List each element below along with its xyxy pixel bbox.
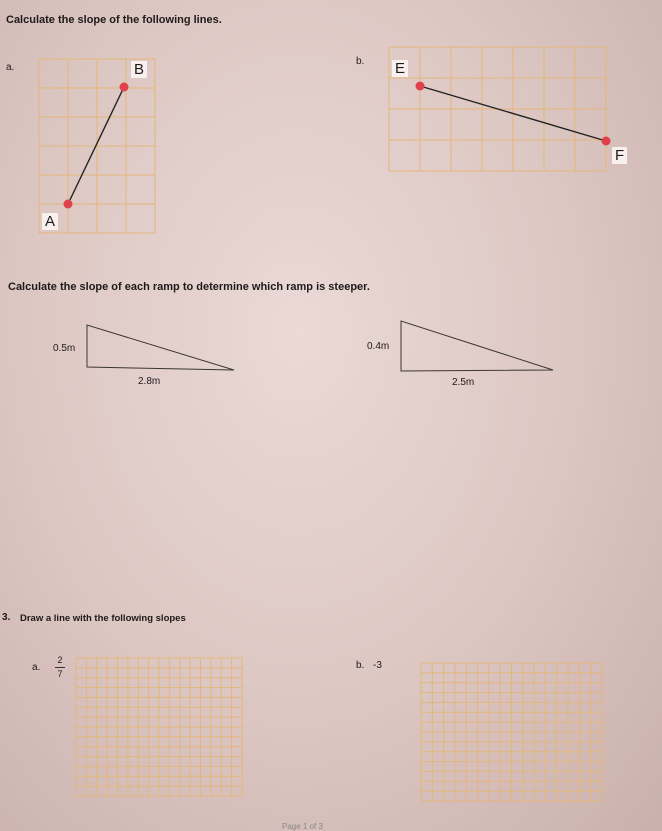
ramp1-height: 0.5m [53, 343, 76, 354]
point-f-label: F [612, 147, 627, 164]
point-e-label: E [392, 60, 408, 77]
page-footer: Page 1 of 3 [282, 822, 323, 831]
draw-b-label: b. [356, 660, 365, 671]
slope-numerator: 2 [57, 655, 63, 665]
slope-b-value: -3 [373, 660, 382, 671]
question-3-number: 3. [2, 612, 11, 623]
point-a-label: A [42, 213, 58, 230]
ramp2-length: 2.5m [452, 377, 475, 388]
problem-b-label: b. [356, 56, 365, 67]
problem-a-label: a. [6, 62, 15, 73]
blank-grid-b[interactable] [421, 663, 602, 801]
section1-heading: Calculate the slope of the following lines. [6, 14, 222, 26]
section3-heading: Draw a line with the following slopes [20, 613, 186, 624]
slope-denominator: 7 [57, 669, 63, 679]
section2-heading: Calculate the slope of each ramp to determine which ramp is steeper. [8, 281, 370, 293]
ramp2-height: 0.4m [367, 341, 390, 352]
ramp1-length: 2.8m [138, 376, 161, 387]
draw-a-label: a. [32, 662, 41, 673]
point-b-label: B [131, 61, 147, 78]
blank-grid-a[interactable] [76, 658, 242, 796]
